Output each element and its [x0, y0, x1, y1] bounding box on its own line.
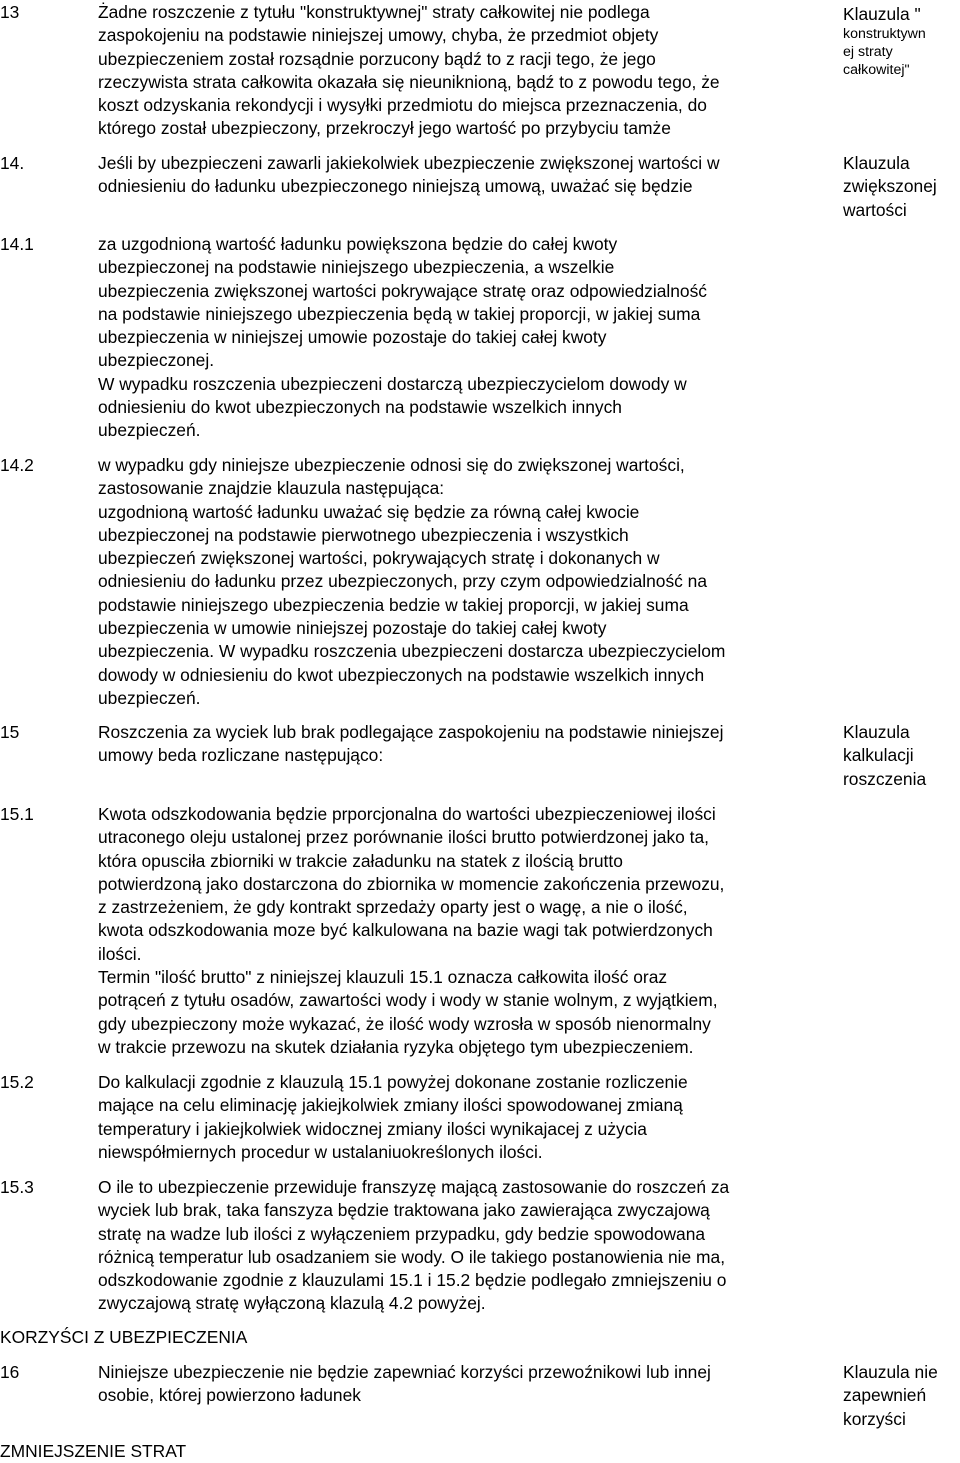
side-note [843, 1361, 960, 1431]
text-line: Niniejsze ubezpieczenie nie będzie zapewniać korzyści przewoźnikowi lub innej [98, 1362, 711, 1382]
text-line: zastosowanie znajdzie klauzula następująca: [98, 478, 445, 499]
text-line: w trakcie przewozu na skutek działania ryzyka objętego tym ubezpieczeniem. [98, 1036, 694, 1057]
text-line: odniesieniu do ładunku przez ubezpieczonych, przy czym odpowiedzialność na [98, 571, 708, 592]
text-line: kwota odszkodowania moze być kalkulowana na bazie wagi tak potwierdzonych [98, 920, 713, 941]
text-line: ubezpieczenia. W wypadku roszczenia ubezpieczeni dostarcza ubezpieczycielom [98, 641, 726, 662]
text-line: ilości. [98, 943, 142, 964]
clause-text [98, 721, 832, 768]
clause-number: 14.2 [0, 455, 34, 475]
clause-number: 15 [0, 722, 20, 742]
text-line: Do kalkulacji zgodnie z klauzulą 15.1 powyżej dokonane zostanie rozliczenie [98, 1072, 688, 1092]
text-line: Roszczenia za wyciek lub brak podlegające zaspokojeniu na podstawie niniejszej [98, 722, 724, 742]
clause-text [98, 803, 832, 1059]
text-line: stratę na wadze lub ilości z wyłączeniem przypadku, gdy bedzie spowodowana [98, 1223, 706, 1244]
side-note [843, 3, 960, 79]
side-note-line: Klauzula [843, 722, 910, 742]
text-line: potwierdzoną jako dostarczona do zbiornika w momencie zakończenia przewozu, [98, 873, 725, 894]
text-line: którego został ubezpieczony, przekroczył jego wartość po przybyciu tamże [98, 118, 671, 139]
text-line: która opusciła zbiorniki w trakcie załadunku na statek z ilością brutto [98, 850, 623, 871]
clause-number: 16 [0, 1362, 20, 1382]
text-line: ubezpieczeń zwiększonej wartości, pokrywających stratę i dokonanych w [98, 548, 660, 569]
text-line: W wypadku roszczenia ubezpieczeni dostarczą ubezpieczycielom dowody w [98, 373, 687, 394]
text-line: odszkodowanie zgodnie z klauzulami 15.1 i 15.2 będzie podlegało zmniejszeniu o [98, 1270, 727, 1291]
text-line: ubezpieczonej. [98, 350, 215, 371]
text-line: potrąceń z tytułu osadów, zawartości wody i wody w stanie wolnym, z wyjątkiem, [98, 990, 718, 1011]
section-heading-reduction: ZMNIEJSZENIE STRAT [0, 1441, 187, 1461]
text-line: koszt odzyskania rekondycji i wysyłki przedmiotu do miejsca przeznaczenia, do [98, 95, 707, 116]
clause-number: 13 [0, 2, 20, 22]
text-line: ubezpieczenia w umowie niniejszej pozostaje do takiej całej kwoty [98, 618, 607, 639]
side-note-line: korzyści [843, 1408, 906, 1429]
clause-text [98, 1071, 832, 1164]
text-line: ubezpieczeń. [98, 687, 201, 708]
clause-text [98, 1361, 832, 1408]
text-line: utraconego oleju ustalonej przez porównanie ilości brutto potwierdzonej jako ta, [98, 827, 709, 848]
text-line: Jeśli by ubezpieczeni zawarli jakiekolwiek ubezpieczenie zwiększonej wartości w [98, 153, 720, 173]
clause-text [98, 233, 832, 443]
side-note-line: Klauzula " [843, 4, 921, 24]
text-line: ubezpieczenia w niniejszej umowie pozostaje do takiej całej kwoty [98, 327, 607, 348]
side-note-line: zapewnień [843, 1385, 927, 1406]
text-line: podstawie niniejszego ubezpieczenia bedzie w takiej proporcji, w jakiej suma [98, 594, 689, 615]
clause-number: 14.1 [0, 234, 34, 254]
clause-number: 15.1 [0, 804, 34, 824]
text-line: różnicą temperatur lub osadzaniem sie wody. O ile takiego postanowienia nie ma, [98, 1246, 726, 1267]
text-line: zwyczajową stratę wyłączoną klazulą 4.2 powyżej. [98, 1293, 486, 1314]
side-note-line: roszczenia [843, 768, 927, 789]
clause-text [98, 152, 832, 199]
side-note-line: wartości [843, 199, 907, 220]
side-note [843, 721, 960, 791]
text-line: rzeczywista strata całkowita okazała się nieuniknioną, bądź to z powodu tego, że [98, 71, 720, 92]
side-note-line: konstruktywn [843, 26, 926, 42]
text-line: niewspółmiernych procedur w ustalaniuokreślonych ilości. [98, 1141, 543, 1162]
text-line: O ile to ubezpieczenie przewiduje franszyzę mającą zastosowanie do roszczeń za [98, 1177, 730, 1197]
text-line: za uzgodnioną wartość ładunku powiększona będzie do całej kwoty [98, 234, 618, 254]
side-note-line: kalkulacji [843, 745, 914, 766]
text-line: odniesieniu do ładunku ubezpieczonego niniejszą umową, uważać się będzie [98, 176, 693, 197]
text-line: temperatury i jakiejkolwiek widocznej zmiany ilości wynikajacej z użycia [98, 1118, 647, 1139]
clause-text [98, 454, 832, 710]
text-line: wyciek lub brak, taka fanszyza będzie traktowana jako zawierająca zwyczajową [98, 1200, 710, 1221]
text-line: w wypadku gdy niniejsze ubezpieczenie odnosi się do zwiększonej wartości, [98, 455, 685, 475]
text-line: ubezpieczonej na podstawie pierwotnego ubezpieczenia i wszystkich [98, 524, 629, 545]
text-line: ubezpieczenia zwiększonej wartości pokrywające stratę oraz odpowiedzialność [98, 280, 707, 301]
text-line: dowody w odniesieniu do kwot ubezpieczonych na podstawie wszelkich innych [98, 664, 705, 685]
clause-text [98, 1, 832, 141]
text-line: z zastrzeżeniem, że gdy kontrakt sprzedaży oparty jest o wagę, a nie o ilość, [98, 897, 688, 918]
text-line: uzgodnioną wartość ładunku uważać się będzie za równą całej kwocie [98, 501, 640, 522]
text-line: mające na celu eliminację jakiejkolwiek zmiany ilości spowodowanej zmianą [98, 1095, 683, 1116]
text-line: osobie, której powierzono ładunek [98, 1385, 361, 1406]
clause-number: 15.3 [0, 1177, 34, 1197]
clause-number: 15.2 [0, 1072, 34, 1092]
text-line: ubezpieczeniem został rozsądnie porzucony bądź to z racji tego, że jego [98, 48, 656, 69]
side-note-line: zwiększonej [843, 176, 937, 197]
text-line: gdy ubezpieczony może wykazać, że ilość wody wzrosła w sposób nienormalny [98, 1013, 711, 1034]
text-line: Kwota odszkodowania będzie prporcjonalna do wartości ubezpieczeniowej ilości [98, 804, 716, 824]
text-line: Termin "ilość brutto" z niniejszej klauzuli 15.1 oznacza całkowita ilość oraz [98, 967, 668, 988]
clause-text [98, 1176, 832, 1316]
side-note-line: całkowitej" [843, 61, 910, 78]
text-line: na podstawie niniejszego ubezpieczenia będą w takiej proporcji, w jakiej suma [98, 303, 701, 324]
side-note-line: ej straty [843, 43, 893, 60]
text-line: zaspokojeniu na podstawie niniejszej umowy, chyba, że przedmiot objety [98, 25, 659, 46]
text-line: ubezpieczeń. [98, 420, 201, 441]
text-line: Żadne roszczenie z tytułu "konstruktywnej" straty całkowitej nie podlega [98, 2, 650, 22]
text-line: umowy beda rozliczane następująco: [98, 745, 384, 766]
side-note-line: Klauzula [843, 153, 910, 173]
side-note-line: Klauzula nie [843, 1362, 938, 1382]
clause-number: 14. [0, 153, 25, 173]
section-heading-benefits: KORZYŚCI Z UBEZPIECZENIA [0, 1327, 248, 1347]
side-note [843, 152, 960, 222]
text-line: odniesieniu do kwot ubezpieczonych na podstawie wszelkich innych [98, 397, 622, 418]
text-line: ubezpieczonej na podstawie niniejszego ubezpieczenia, a wszelkie [98, 257, 615, 278]
